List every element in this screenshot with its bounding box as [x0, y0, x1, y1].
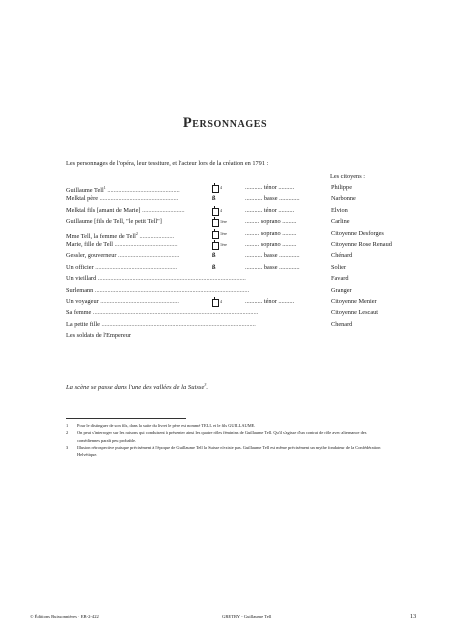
leader-dots: .................................................... — [93, 263, 178, 271]
footnote-ref: 3 — [204, 382, 207, 387]
voice-type: ........... basse ............. — [245, 195, 300, 203]
voice-type: ......... soprano ......... — [245, 229, 297, 237]
roles-list — [66, 182, 406, 341]
role-name — [66, 330, 131, 341]
role-name — [66, 205, 185, 216]
voice-type: ........... ténor .......... — [245, 206, 295, 214]
role-name-text: Gessler, gouverneur — [66, 252, 117, 260]
voice-type: ......... soprano ......... — [245, 240, 297, 248]
role-name — [66, 285, 249, 296]
role-name — [66, 250, 179, 261]
treble-clef-icon — [212, 231, 219, 239]
role-name-text: Un voyageur — [66, 297, 99, 305]
role-row — [66, 216, 406, 227]
role-row — [66, 182, 406, 193]
role-name — [66, 193, 178, 204]
intro-text: Les personnages de l'opéra, leur tessiture, et l'acteur lors de la création en 1791 : — [66, 160, 269, 167]
leader-dots: ...................... — [137, 232, 175, 240]
role-name-text: Sa femme — [66, 309, 92, 317]
actor-name: Elvion — [331, 206, 348, 214]
footnotes — [66, 422, 386, 458]
actor-name: Citoyenne Menier — [331, 297, 377, 305]
footnote-text: Pour le distinguer de son fils, dans la suite du livret le père est nommé TELL et le fils GUILLAUME. — [77, 423, 256, 428]
treble-clef-icon — [212, 242, 219, 250]
voice-type: ........... ténor .......... — [245, 297, 295, 305]
role-row — [66, 250, 406, 261]
footnote-number: 1 — [66, 423, 69, 428]
leader-dots: .............................................................................................. — [96, 275, 246, 283]
footnote-number: 2 — [66, 430, 69, 436]
footnote-ref: 1 — [103, 185, 106, 190]
actor-name: Citoyenne Desforges — [331, 229, 384, 237]
page-number: 13 — [410, 613, 417, 620]
actor-name: Chenard — [331, 320, 353, 328]
footnote-ref: 2 — [135, 230, 138, 236]
role-name-text: Melktal fils [amant de Marie] — [66, 206, 141, 214]
citoyens-header: Les citoyens : — [330, 173, 365, 180]
setting-text: La scène se passe dans l'une des vallées de la Suisse$^3$. — [66, 382, 209, 392]
actor-name: Chénard — [331, 252, 353, 260]
footnote-number: 3 — [66, 444, 69, 450]
role-name-text: Guillaume [fils de Tell, "le petit Tell"] — [66, 218, 162, 226]
actor-name: Favard — [331, 275, 349, 283]
role-row — [66, 193, 406, 204]
role-name — [66, 319, 256, 330]
treble-clef-icon — [212, 208, 219, 216]
clef-range — [212, 193, 217, 204]
leader-dots: ....................................... — [116, 252, 180, 260]
actor-name: Solier — [331, 263, 347, 271]
role-row — [66, 307, 406, 318]
role-row — [66, 273, 406, 284]
range-sup: 1ère — [220, 241, 227, 247]
footnote — [66, 444, 386, 459]
role-row — [66, 319, 406, 330]
voice-type: ......... soprano ......... — [245, 218, 297, 226]
role-name — [66, 239, 178, 250]
footnote-text: On peut s'interroger sur les raisons qui conduisent à présenter ainsi les quatre rôles féminins de Guillaume Tell. Qu'il s'agisse d'un contrat de rôle avec alternance des comédiennes paraît peu probable. — [77, 430, 367, 443]
role-row — [66, 205, 406, 216]
role-name-text: Les soldats de l'Empereur — [66, 332, 131, 340]
range-sup: 4 — [220, 207, 222, 213]
leader-dots: .................................................. — [98, 195, 179, 203]
role-name — [66, 273, 246, 284]
range-sup: 1ère — [220, 219, 227, 225]
actor-name: Philippe — [331, 184, 352, 191]
page-title: Personnages — [182, 115, 268, 131]
leader-dots: .................................................................................................. — [99, 320, 256, 328]
role-name-text: La petite fille — [66, 320, 100, 328]
treble-clef-icon — [212, 219, 219, 227]
leader-dots: .............................................. — [105, 187, 180, 195]
footnote — [66, 422, 386, 429]
leader-dots: ........................... — [140, 206, 185, 214]
actor-name: Carline — [331, 218, 350, 226]
bass-clef-icon: ß — [212, 252, 216, 260]
leader-dots: ......................................................................................................... — [91, 309, 259, 317]
footnote — [66, 429, 386, 444]
leader-dots: .................................................. — [98, 297, 179, 305]
bass-clef-icon: ß — [212, 195, 216, 203]
role-name-text: Marie, fille de Tell — [66, 240, 114, 248]
role-name — [66, 296, 179, 307]
role-row — [66, 296, 406, 307]
actor-name: Citoyenne Lescaut — [331, 309, 379, 317]
voice-type: ........... basse ............. — [245, 252, 300, 260]
role-name — [66, 216, 162, 227]
role-name-text: Un officier — [66, 263, 94, 271]
clef-range — [212, 262, 217, 273]
role-name-text: Melktal père — [66, 195, 98, 203]
actor-name: Granger — [331, 286, 352, 294]
role-row — [66, 239, 406, 250]
actor-name: Citoyenne Rose Renaud — [331, 240, 392, 248]
leader-dots: .................................................................................................. — [93, 286, 250, 294]
role-row — [66, 228, 406, 239]
clef-range — [212, 250, 217, 261]
role-name-text: Mme Tell, la femme de Tell — [66, 232, 136, 240]
range-sup: 1ère — [220, 230, 227, 236]
role-name-text: Un vieillard — [66, 275, 97, 283]
role-row — [66, 262, 406, 273]
footer-title: GRETRY - Guillaume Tell — [222, 614, 272, 619]
footer-publisher: © Éditions Buissonnières · EB-2-422 — [30, 614, 99, 619]
actor-name: Narbonne — [331, 195, 356, 203]
role-name — [66, 307, 258, 318]
voice-type: ........... basse ............. — [245, 263, 300, 271]
voice-type: ........... ténor .......... — [245, 184, 295, 191]
role-name — [66, 262, 177, 273]
treble-clef-icon — [212, 185, 219, 193]
role-name-text: Surlemann — [66, 286, 94, 294]
leader-dots: ........................................ — [113, 240, 178, 248]
range-sup: 4 — [220, 298, 222, 304]
role-row — [66, 330, 406, 341]
treble-clef-icon — [212, 299, 219, 307]
role-row — [66, 285, 406, 296]
range-sup: 4 — [220, 185, 222, 190]
footnote-rule — [66, 418, 186, 419]
footnote-text: Illusion rétrospective puisque précisément à l'époque de Guillaume Tell la Suisse n'existe pas. Guillaume Tell est même précisément un mythe fondateur de la Confédération Helvétique. — [77, 444, 381, 458]
role-name-text: Guillaume Tell — [66, 187, 104, 195]
bass-clef-icon: ß — [212, 263, 216, 271]
